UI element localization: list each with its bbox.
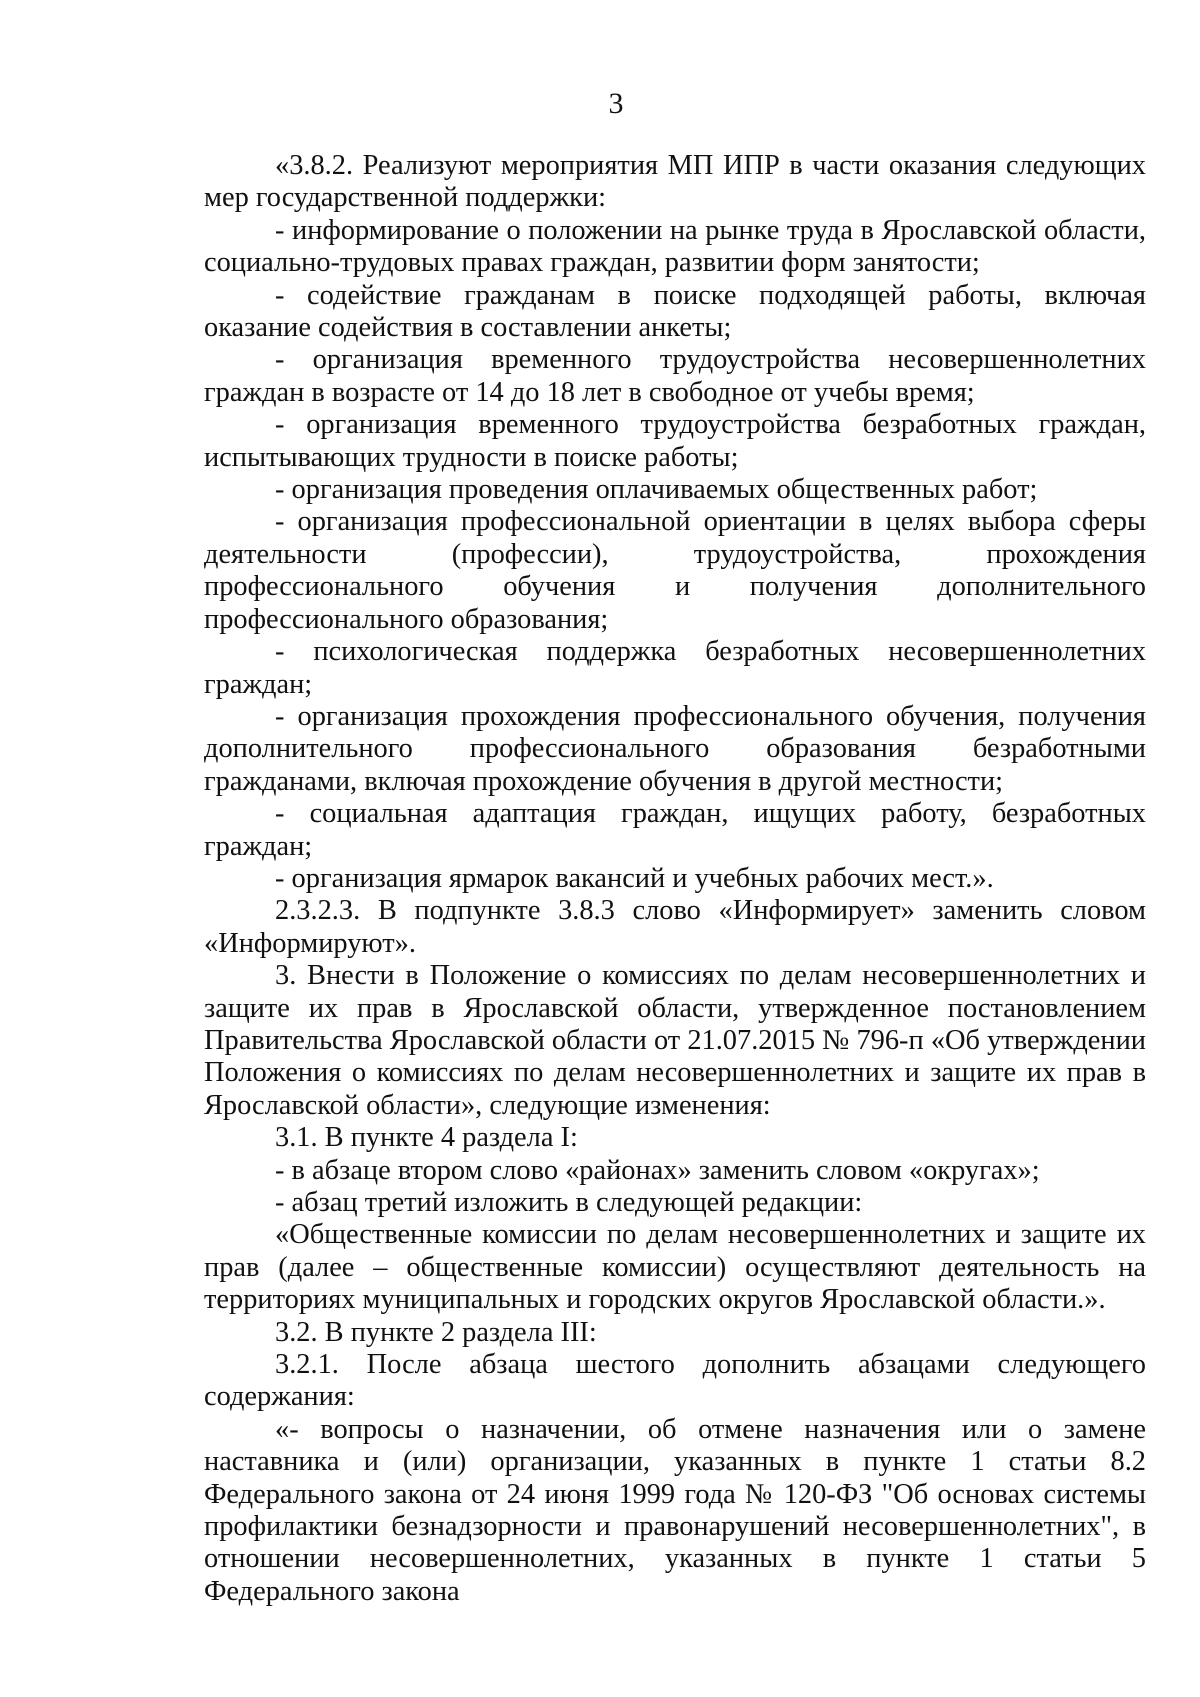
paragraph: - информирование о положении на рынке труда в Ярославской области, социально-трудовых правах граждан, развитии форм занятости; — [204, 214, 1146, 279]
paragraph: - организация прохождения профессионального обучения, получения дополнительного профессионального образования безработными гражданами, включая прохождение обучения в другой местности; — [204, 700, 1146, 797]
paragraph: - содействие гражданам в поиске подходящей работы, включая оказание содействия в составлении анкеты; — [204, 279, 1146, 344]
paragraph: «3.8.2. Реализуют мероприятия МП ИПР в части оказания следующих мер государственной поддержки: — [204, 150, 1146, 214]
paragraph: «Общественные комиссии по делам несовершеннолетних и защите их прав (далее – общественные комиссии) осуществляют деятельность на территориях муниципальных и городских округов Ярославской области.». — [204, 1219, 1146, 1316]
paragraph: - организация временного трудоустройства несовершеннолетних граждан в возрасте от 14 до 18 лет в свободное от учебы время; — [204, 344, 1146, 408]
paragraph: - в абзаце втором слово «районах» заменить словом «округах»; — [275, 1154, 1040, 1186]
paragraph: 3.1. В пункте 4 раздела I: — [275, 1122, 578, 1154]
paragraph: 3.2. В пункте 2 раздела III: — [275, 1316, 597, 1348]
paragraph: 3. Внести в Положение о комиссиях по делам несовершеннолетних и защите их прав в Ярославской области, утвержденное постановлением Правительства Ярославской области от 21.07.2015 № 796-п «Об утверждении Положения о комиссиях по делам несовершеннолетних и защите их прав в Ярославской области», следующие изменения: — [204, 960, 1146, 1121]
paragraph: 2.3.2.3. В подпункте 3.8.3 слово «Информирует» заменить словом «Информируют». — [204, 895, 1146, 959]
document-body — [204, 150, 1146, 1608]
paragraph: - организация проведения оплачиваемых общественных работ; — [275, 474, 1038, 506]
paragraph: - абзац третий изложить в следующей редакции: — [275, 1187, 863, 1218]
paragraph: - организация ярмарок вакансий и учебных рабочих мест.». — [275, 862, 994, 894]
page-number: 3 — [608, 87, 624, 120]
paragraph: - организация профессиональной ориентации в целях выбора сферы деятельности (профессии), трудоустройства, прохождения профессионального обучения и получения дополнительного профессионального образования; — [204, 506, 1146, 635]
paragraph: - психологическая поддержка безработных несовершеннолетних граждан; — [204, 636, 1146, 700]
paragraph: - социальная адаптация граждан, ищущих работу, безработных граждан; — [204, 798, 1146, 862]
paragraph: - организация временного трудоустройства безработных граждан, испытывающих трудности в поиске работы; — [204, 409, 1146, 473]
paragraph: «- вопросы о назначении, об отмене назначения или о замене наставника и (или) организации, указанных в пункте 1 статьи 8.2 Федерального закона от 24 июня 1999 года № 120-ФЗ "Об основах системы профилактики безнадзорности и правонарушений несовершеннолетних", в отношении несовершеннолетних, указанных в пункте 1 статьи 5 Федерального закона — [204, 1413, 1146, 1607]
paragraph: 3.2.1. После абзаца шестого дополнить абзацами следующего содержания: — [204, 1349, 1146, 1413]
